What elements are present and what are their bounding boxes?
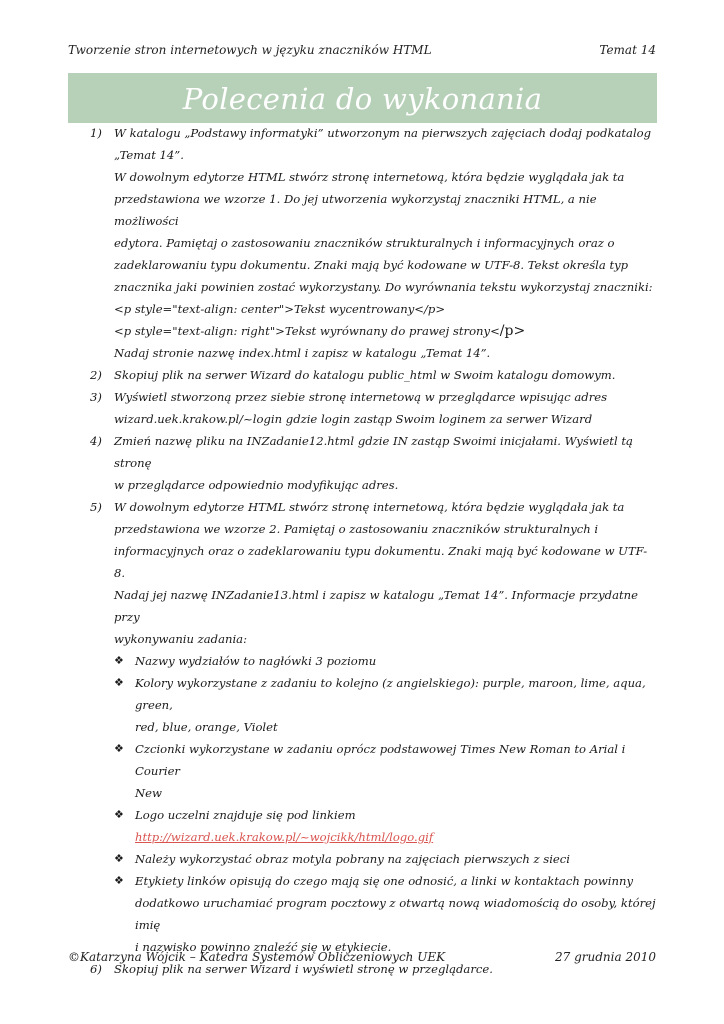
bullet-item bbox=[68, 848, 657, 870]
bullet-line: New bbox=[135, 786, 162, 800]
task-line: edytora. Pamiętaj o zastosowaniu znaczników strukturalnych i informacyjnych oraz o bbox=[114, 236, 615, 250]
diamond-bullet-icon: ❖ bbox=[114, 808, 124, 821]
task-line-row bbox=[68, 320, 657, 342]
page-header bbox=[68, 43, 656, 61]
page-footer bbox=[68, 950, 656, 968]
bullet-line-row bbox=[68, 782, 657, 804]
diamond-bullet-icon: ❖ bbox=[114, 676, 124, 689]
task-number: 1) bbox=[90, 126, 102, 140]
code-line-center: <p style="text-align: center">Tekst wycentrowany</p> bbox=[114, 302, 446, 316]
bullet-line: Nazwy wydziałów to nagłówki 3 poziomu bbox=[135, 654, 377, 668]
code-line-right-main: <p style="text-align: right">Tekst wyrównany do prawej strony< bbox=[114, 324, 500, 338]
task-line: Skopiuj plik na serwer Wizard i wyświetl stronę w przeglądarce. bbox=[114, 962, 493, 976]
bullet-line: dodatkowo uruchamiać program pocztowy z otwartą nową wiadomością do osoby, której imię bbox=[135, 896, 656, 932]
footer-date: 27 grudnia 2010 bbox=[555, 950, 656, 964]
bullet-item bbox=[68, 738, 657, 782]
task-item-5 bbox=[68, 496, 657, 518]
task-line-row bbox=[68, 342, 657, 364]
task-line-row bbox=[68, 254, 657, 276]
task-line: w przeglądarce odpowiednio modyfikując adres. bbox=[114, 478, 399, 492]
banner-title: Polecenia do wykonania bbox=[182, 82, 543, 116]
task-line-row bbox=[68, 144, 657, 166]
bullet-item bbox=[68, 650, 657, 672]
task-line: „Temat 14”. bbox=[114, 148, 184, 162]
bullet-line: Etykiety linków opisują do czego mają się one odnosić, a linki w kontaktach powinny bbox=[135, 874, 633, 888]
bullet-line: i nazwisko powinno znaleźć się w etykiecie. bbox=[135, 940, 392, 954]
bullet-item bbox=[68, 672, 657, 716]
task-number: 2) bbox=[90, 368, 102, 382]
task-list bbox=[68, 122, 657, 980]
task-item-4 bbox=[68, 430, 657, 474]
header-title: Tworzenie stron internetowych w języku znaczników HTML bbox=[68, 43, 432, 57]
task-number: 3) bbox=[90, 390, 102, 404]
bullet-item bbox=[68, 804, 657, 848]
diamond-bullet-icon: ❖ bbox=[114, 852, 124, 865]
task-line: Wyświetl stworzoną przez siebie stronę internetową w przeglądarce wpisując adres bbox=[114, 390, 608, 404]
task-item-3 bbox=[68, 386, 657, 408]
task-line: zadeklarowaniu typu dokumentu. Znaki mają być kodowane w UTF-8. Tekst określa typ bbox=[114, 258, 629, 272]
task-line-row bbox=[68, 166, 657, 188]
bullet-line-row bbox=[68, 892, 657, 936]
code-line-right-tail: /p> bbox=[499, 323, 526, 339]
task-line: W katalogu „Podstawy informatyki” utworzonym na pierwszych zajęciach dodaj podkatalog bbox=[114, 126, 652, 140]
task-line: wykonywaniu zadania: bbox=[114, 632, 248, 646]
task-line-row bbox=[68, 540, 657, 584]
bullet-line: Logo uczelni znajduje się pod linkiem bbox=[135, 808, 356, 822]
task-line-row bbox=[68, 628, 657, 650]
task-line-row bbox=[68, 298, 657, 320]
task-line: Nadaj stronie nazwę index.html i zapisz w katalogu „Temat 14”. bbox=[114, 346, 491, 360]
title-banner bbox=[68, 73, 657, 123]
footer-author: ©Katarzyna Wójcik – Katedra Systemów Obliczeniowych UEK bbox=[68, 950, 446, 964]
task-line: Nadaj jej nazwę INZadanie13.html i zapisz w katalogu „Temat 14”. Informacje przydatne przy bbox=[114, 588, 638, 624]
task-line-row bbox=[68, 408, 657, 430]
bullet-line-with-link bbox=[135, 804, 657, 848]
diamond-bullet-icon: ❖ bbox=[114, 742, 124, 755]
task-line-row bbox=[68, 474, 657, 496]
bullet-item bbox=[68, 870, 657, 892]
task-line-row bbox=[68, 584, 657, 628]
code-line-right bbox=[114, 320, 657, 342]
task-line: przedstawiona we wzorze 1. Do jej utworzenia wykorzystaj znaczniki HTML, a nie możliwości bbox=[114, 192, 597, 228]
task-line-row bbox=[68, 188, 657, 232]
task-line-row bbox=[68, 232, 657, 254]
task-item-1 bbox=[68, 122, 657, 144]
bullet-line: Należy wykorzystać obraz motyla pobrany na zajęciach pierwszych z sieci bbox=[135, 852, 570, 866]
task-item-2 bbox=[68, 364, 657, 386]
task-number: 4) bbox=[90, 434, 102, 448]
diamond-bullet-icon: ❖ bbox=[114, 654, 124, 667]
task-number: 6) bbox=[90, 962, 102, 976]
task-line: Zmień nazwę pliku na INZadanie12.html gdzie IN zastąp Swoimi inicjałami. Wyświetl tą stronę bbox=[114, 434, 633, 470]
bullet-line: Czcionki wykorzystane w zadaniu oprócz podstawowej Times New Roman to Arial i Courier bbox=[135, 742, 626, 778]
task-number: 5) bbox=[90, 500, 102, 514]
task-line: przedstawiona we wzorze 2. Pamiętaj o zastosowaniu znaczników strukturalnych i bbox=[114, 522, 599, 536]
task-line-row bbox=[68, 276, 657, 298]
task-line: znacznika jaki powinien zostać wykorzystany. Do wyrównania tekstu wykorzystaj znaczniki: bbox=[114, 280, 653, 294]
task-line: wizard.uek.krakow.pl/~login gdzie login zastąp Swoim loginem za serwer Wizard bbox=[114, 412, 593, 426]
task-line: W dowolnym edytorze HTML stwórz stronę internetową, która będzie wyglądała jak ta bbox=[114, 500, 625, 514]
task-line: W dowolnym edytorze HTML stwórz stronę internetową, która będzie wyglądała jak ta bbox=[114, 170, 625, 184]
task-line-row bbox=[68, 518, 657, 540]
bullet-line: Kolory wykorzystane z zadaniu to kolejno (z angielskiego): purple, maroon, lime, aqua, green, bbox=[135, 676, 646, 712]
bullet-line-row bbox=[68, 716, 657, 738]
bullet-line: red, blue, orange, Violet bbox=[135, 720, 278, 734]
header-topic: Temat 14 bbox=[599, 43, 656, 57]
logo-link[interactable]: http://wizard.uek.krakow.pl/~wojcikk/html/logo.gif bbox=[135, 830, 434, 844]
task-line: informacyjnych oraz o zadeklarowaniu typu dokumentu. Znaki mają być kodowane w UTF-8. bbox=[114, 544, 648, 580]
task-line: Skopiuj plik na serwer Wizard do katalogu public_html w Swoim katalogu domowym. bbox=[114, 368, 616, 382]
diamond-bullet-icon: ❖ bbox=[114, 874, 124, 887]
